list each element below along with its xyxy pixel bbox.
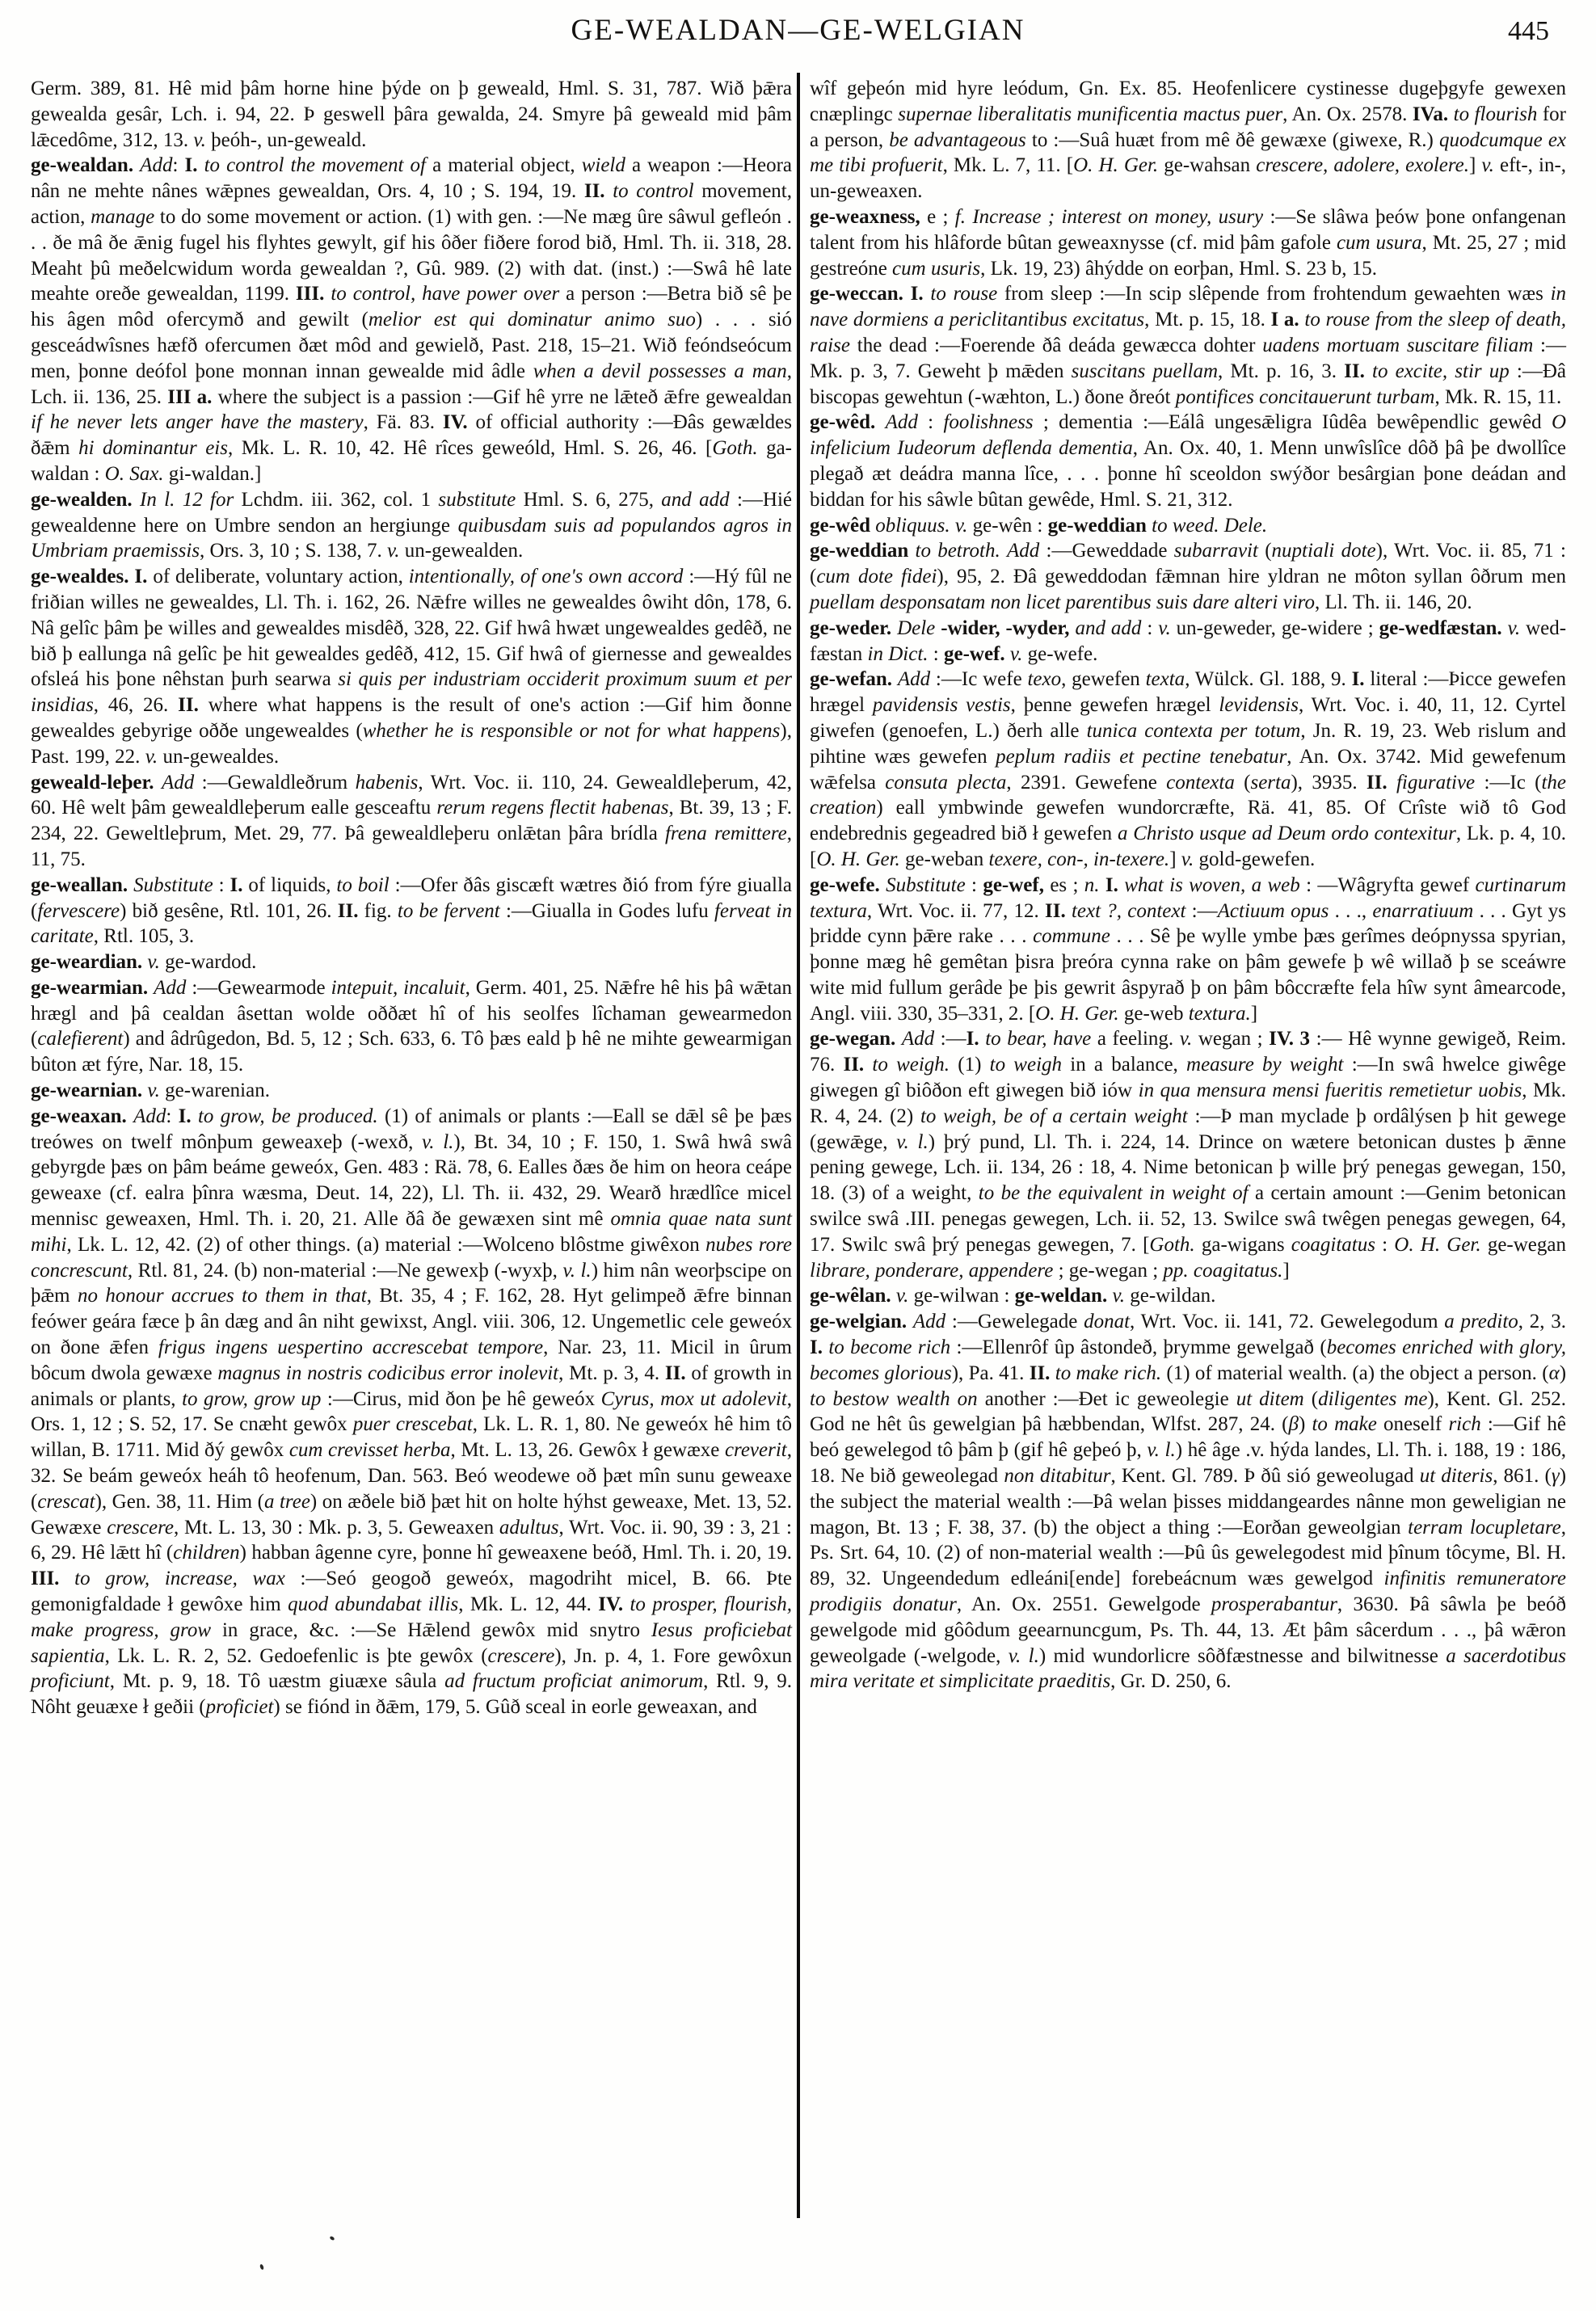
italic-text-run: supernae liberalitatis munificentia mactus puer	[898, 103, 1283, 125]
italic-text-run: to make	[1312, 1413, 1377, 1436]
italic-text-run: cum usuris	[892, 257, 981, 280]
italic-text-run: proficiunt	[31, 1670, 110, 1693]
italic-text-run: donat	[1084, 1311, 1131, 1333]
entry-ge-wearnian: ge-wearnian. v. ge-warenian.	[31, 1080, 270, 1102]
italic-text-run: frigus ingens uespertino accrescebat tempore	[158, 1337, 544, 1359]
italic-text-run: to rouse	[930, 283, 998, 305]
italic-text-run: v.	[954, 514, 968, 537]
italic-text-run: habenis	[355, 771, 419, 793]
italic-text-run: librare, ponderare, appendere	[810, 1259, 1054, 1282]
italic-text-run: nubes rore concrescunt	[31, 1233, 792, 1282]
bold-text-run: II.	[843, 1054, 865, 1076]
italic-text-run: serta	[1250, 771, 1291, 793]
italic-text-run: v. l.	[1147, 1439, 1176, 1462]
entry-geweald-continuation: Germ. 389, 81. Hê mid þâm horne hine þýde on þ geweald, Hml. S. 31, 787. Wið þǣra gewealda gesâr, Lch. i. 94, 22. Þ geswell þâra gewalda, 24. Smyre þâ geweald mid þâm lǣcedôme, 312, 13. v. þeóh-, un-geweald.	[31, 78, 792, 151]
page-number: 445	[1508, 16, 1549, 46]
italic-text-run: creverit	[724, 1439, 787, 1462]
column-right	[810, 76, 1566, 1694]
entry-ge-wealdes: ge-wealdes. I. of deliberate, voluntary action, intentionally, of one's own accord :—Hý fûl ne friðian willes ne gewealdes, Ll. Th. i. 162, 26. Nǣfre willes ne gewealdes ôwiht dôn, 178, 6. Nâ gelîc þâm þe willes and gewealdes misdêð, 328, 22. Gif hwâ hwæt ungewealdes gedêð, ne bið þ eallunga nâ gelîc þe hit gewealdes gedêð, 412, 15. Gif hwâ of giernesse and gewealdes ofsleá his þone nêhstan þurh searwa si quis per industriam occiderit proximum suum et per insidias, 46, 26. II. where what happens is the result of one's action :—Gif him ðonne gewealdes gebyrige oððe ungewealdes (whether he is responsible or not for what happens), Past. 199, 22. v. un-gewealdes.	[31, 566, 793, 768]
italic-text-run: pp.	[1163, 1259, 1189, 1282]
bold-text-run: I.	[1351, 668, 1365, 691]
bold-text-run: ge-wearmian.	[31, 976, 149, 999]
bold-text-run: ge-wef,	[983, 873, 1044, 896]
italic-text-run: a Christo usque ad Deum ordo contexitur	[1117, 823, 1456, 845]
italic-text-run: In l. 12 for	[140, 488, 234, 511]
italic-text-run: Goth.	[1149, 1233, 1195, 1256]
italic-text-run: f.	[954, 205, 966, 228]
italic-text-run: v.	[1158, 617, 1171, 639]
bold-text-run: I.	[810, 1337, 823, 1359]
entry-ge-wealdan: ge-wealdan. Add: I. to control the movement of a material object, wield a weapon :—Heora nân ne mehte nânes wǣpnes gewealdan, Ors. 4, 10 ; S. 194, 19. II. to control movement, action, manage to do some movement or action. (1) with gen. :—Ne mæg ûre sâwul gefleón . . . ðe mâ ðe ǣnig fugel his flyhtes gewylt, gif his ôðer fiðere forod bið, Hml. Th. ii. 318, 28. Meaht þû meðelcwidum worda gewealdan ?, Gû. 989. (2) with dat. (inst.) :—Swâ hê late meahte oreðe gewealdan, 1199. III. to control, have power over a person :—Betra bið sê þe his âgen môd ofercymð and gewilt (melior est qui dominatur animo suo) . . . sió gesceádwîsnes hæfð ofercumen ðæt môd and gewielð, Past. 218, 15–21. Wið feóndseócum men, þonne deófol þone monnan innan gewealde mid âdle when a devil possesses a man, Lch. ii. 136, 25. III a. where the subject is a passion :—Gif hê yrre ne lǣteð ǣfre gewealdan if he never lets anger have the mastery, Fä. 83. IV. of official authority :—Ðâs gewældes ðǣm hi dominantur eis, Mk. L. R. 10, 42. Hê rîces geweóld, Hml. S. 26, 46. [Goth. ga-waldan : O. Sax. gi-waldan.]	[31, 154, 793, 485]
entry-ge-weaxness: ge-weaxness, e ; f. Increase ; interest on money, usury :—Se slâwa þeów þone onfangenan talent from his hlâforde bûtan geweaxnysse (cf. mid þâm gafole cum usura, Mt. 25, 27 ; mid gestreóne cum usuris, Lk. 19, 23) âhýdde on eorþan, Hml. S. 23 b, 15.	[810, 205, 1567, 280]
italic-text-run: ut ditem	[1236, 1387, 1304, 1410]
italic-text-run: v.	[1009, 642, 1023, 665]
bold-text-run: I.	[134, 566, 148, 588]
italic-text-run: textura.	[1188, 1002, 1251, 1025]
ink-speck	[329, 2236, 335, 2242]
italic-text-run: Add	[154, 976, 187, 999]
bold-text-run: ge-wefe.	[810, 873, 880, 896]
italic-text-run: v.	[147, 1080, 160, 1102]
bold-text-run: ge-wef.	[943, 642, 1005, 665]
italic-text-run: frena remittere	[664, 823, 787, 845]
italic-text-run: when a devil possesses a man	[533, 360, 787, 382]
italic-text-run: wield	[581, 154, 625, 177]
italic-text-run: to boil	[336, 873, 390, 896]
italic-text-run: O. H. Ger.	[1035, 1002, 1119, 1025]
italic-text-run: in Dict.	[867, 642, 929, 665]
italic-text-run: and add	[1075, 617, 1142, 639]
bold-text-run: ge-wêd.	[810, 411, 876, 434]
italic-text-run: omnia quae nata sunt mihi	[31, 1208, 793, 1256]
italic-text-run: Dele	[897, 617, 936, 639]
italic-text-run: levidensis	[1219, 694, 1299, 717]
italic-text-run: to prosper, flourish, make progress, grow	[31, 1593, 793, 1641]
italic-text-run: a predito	[1444, 1311, 1518, 1333]
italic-text-run: to rouse from the sleep of death, raise	[810, 309, 1566, 356]
italic-text-run: crescat	[37, 1490, 95, 1513]
bold-text-run: ge-wearnian.	[31, 1080, 143, 1102]
italic-text-run: Iesus proficiebat sapientia	[31, 1619, 792, 1667]
bold-text-run: geweald-leþer.	[31, 771, 154, 793]
italic-text-run: β	[1288, 1413, 1299, 1436]
bold-text-run: ge-wêd	[810, 514, 870, 537]
bold-text-run: ge-wêlan.	[810, 1285, 891, 1307]
italic-text-run: v. l.	[562, 1259, 592, 1282]
italic-text-run: intepuit, incaluit	[331, 976, 465, 999]
italic-text-run: O infelicium Iudeorum deflenda dementia	[810, 411, 1567, 460]
italic-text-run: to grow, grow up	[182, 1387, 322, 1410]
bold-text-run: II.	[1045, 899, 1066, 922]
italic-text-run: to bestow wealth on	[810, 1387, 978, 1410]
italic-text-run: Cyrus, mox ut adolevit	[600, 1387, 787, 1410]
italic-text-run: commune	[1033, 925, 1110, 948]
bold-text-run: I.	[1105, 873, 1118, 896]
italic-text-run: hi dominantur eis	[78, 437, 228, 460]
italic-text-run: to become rich	[828, 1337, 951, 1359]
italic-text-run: O. H. Ger.	[816, 848, 900, 870]
italic-text-run: proficiet	[205, 1696, 274, 1719]
bold-text-run: IVa.	[1412, 103, 1449, 125]
italic-text-run: to weigh	[989, 1054, 1063, 1076]
bold-text-run: ge-weddian	[1047, 514, 1147, 537]
italic-text-run: and add	[661, 488, 730, 511]
bold-text-run: I.	[910, 283, 924, 305]
bold-text-run: ge-weallan.	[31, 873, 128, 896]
italic-text-run: v.	[387, 540, 400, 562]
italic-text-run: the creation	[810, 771, 1567, 819]
italic-text-run: manage	[91, 205, 155, 228]
running-head: GE-WEALDAN—GE-WELGIAN	[571, 14, 1025, 47]
bold-text-run: IV.	[598, 1593, 624, 1616]
italic-text-run: O. H. Ger.	[1073, 154, 1159, 177]
entry-ge-weaxan: ge-weaxan. Add: I. to grow, be produced. (1) of animals or plants :—Eall se dǣl sê þe þæs treówes on twelf mônþum geweaxeþ (-wexð, v. l.), Bt. 34, 10 ; F. 150, 1. Swâ hwâ swâ gebyrgde þæs on þâm beáme geweóx, Gen. 483 : Rä. 78, 6. Ealles ðæs ðe him on heora ceápe geweaxe (cf. ealra þînra wæsma, Deut. 14, 22), Ll. Th. ii. 432, 29. Wearð hrædlîce micel mennisc geweaxen, Hml. Th. i. 20, 21. Alle ðâ ðe gewæxen sint mê omnia quae nata sunt mihi, Lk. L. 12, 42. (2) of other things. (a) material :—Wolceno blôstme giwêxon nubes rore concrescunt, Rtl. 81, 24. (b) non-material :—Ne gewexþ (-wyxþ, v. l.) him nân weorþscipe on þǣm no honour accrues to them in that, Bt. 35, 4 ; F. 162, 28. Hyt gelimpeð ǣfre binnan feówer geára fæce þ ân dæg and ân niht gewixst, Angl. viii. 306, 12. Ungemetlic cele geweóx on ðone ǣfen frigus ingens uespertino accrescebat tempore, Nar. 23, 11. Micil in ûrum bôcum dwola gewæxe magnus in nostris codicibus error inolevit, Mt. p. 3, 4. II. of growth in animals or plants, to grow, grow up :—Cirus, mid ðon þe hê geweóx Cyrus, mox ut adolevit, Ors. 1, 12 ; S. 52, 17. Se cnæht gewôx puer crescebat, Lk. L. R. 1, 80. Ne geweóx hê him tô willan, B. 1711. Mid ðý gewôx cum crevisset herba, Mt. L. 13, 26. Gewôx ł gewæxe creverit, 32. Se beám geweóx heáh tô heofenum, Dan. 563. Beó weodewe oð þæt mîn sunu geweaxe (crescat), Gen. 38, 11. Him (a tree) on æðele bið þæt hit on holte hýhst geweaxe, Met. 13, 52. Gewæxe crescere, Mt. L. 13, 30 : Mk. p. 3, 5. Geweaxen adultus, Wrt. Voc. ii. 90, 39 : 3, 21 : 6, 29. Hê lǣtt hî (children) habban âgenne cyre, þonne hî geweaxene beóð, Hml. Th. i. 20, 19. III. to grow, increase, wax :—Seó geogoð geweóx, magodriht micel, B. 66. Þte gemonigfaldade ł gewôxe him quod abundabat illis, Mk. L. 12, 44. IV. to prosper, flourish, make progress, grow in grace, &c. :—Se Hǣlend gewôx mid snytro Iesus proficiebat sapientia, Lk. L. R. 2, 52. Gedoefenlic is þte gewôx (crescere), Jn. p. 4, 1. Fore gewôxun proficiunt, Mt. p. 9, 18. Tô uæstm giuæxe sâula ad fructum proficiat animorum, Rtl. 9, 9. Nôht geuæxe ł geðii (proficiet) se fiónd in ðǣm, 179, 5. Gûð sceal in eorle geweaxan, and	[31, 1105, 793, 1719]
italic-text-run: calefierent	[37, 1028, 124, 1050]
italic-text-run: v.	[1112, 1285, 1125, 1307]
italic-text-run: cum usura	[1336, 231, 1422, 254]
italic-text-run: terram locupletare	[1408, 1516, 1561, 1539]
italic-text-run: intentionally, of one's own accord	[408, 566, 684, 588]
bold-text-run: II.	[1366, 771, 1388, 793]
italic-text-run: nuptiali dote	[1271, 540, 1376, 562]
italic-text-run: a tree	[263, 1490, 310, 1513]
entry-ge-wearmian: ge-wearmian. Add :—Gewearmode intepuit, incaluit, Germ. 401, 25. Nǣfre hê his þâ wǣtan hrægl and þâ cealdan âsettan wolde oððæt hî of his seolfes lîchaman gewearmedon (calefierent) and âdrûgedon, Bd. 5, 12 ; Sch. 633, 6. Tô þæs eald þ hê ne mihte gewearmigan bûton æt fýre, Nar. 18, 15.	[31, 976, 792, 1076]
bold-text-run: I.	[230, 873, 243, 896]
italic-text-run: measure by weight	[1186, 1054, 1344, 1076]
entry-ge-weccan: ge-weccan. I. to rouse from sleep :—In scip slêpende from frohtendum gewaehten wæs in nave dormiens a periclitantibus excitatus, Mt. p. 15, 18. I a. to rouse from the sleep of death, raise the dead :—Foerende ðâ deáda gewæcca dohter uadens mortuam suscitare filiam :—Mk. p. 3, 7. Geweht þ mǣden suscitans puellam, Mt. p. 16, 3. II. to excite, stir up :—Ðâ biscopas gewehtun (-wæhton, L.) ðone ðreót pontifices concitauerunt turbam, Mk. R. 15, 11.	[810, 283, 1567, 408]
italic-text-run: v. l.	[422, 1130, 454, 1153]
bold-text-run: II.	[1029, 1362, 1051, 1384]
italic-text-run: quod abundabat illis	[288, 1593, 459, 1616]
italic-text-run: coagitatus.	[1193, 1259, 1283, 1282]
italic-text-run: quodcumque ex me tibi profuerit	[810, 128, 1567, 177]
italic-text-run: Add	[161, 771, 195, 793]
italic-text-run: uadens mortuam suscitare filiam	[1262, 334, 1534, 356]
italic-text-run: in qua mensura mensi fueritis remetietur uobis	[1138, 1080, 1522, 1102]
bold-text-run: I a.	[1270, 309, 1299, 331]
italic-text-run: cum crevisset herba	[288, 1439, 451, 1462]
italic-text-run: to control, have power over	[331, 283, 560, 305]
bold-text-run: II.	[1344, 360, 1365, 382]
bold-text-run: ge-wefan.	[810, 668, 893, 691]
italic-text-run: to flourish	[1453, 103, 1538, 125]
italic-text-run: Add	[140, 154, 173, 177]
italic-text-run: crescere	[107, 1516, 174, 1539]
italic-text-run: si quis per industriam occiderit proximum suum et per insidias	[31, 668, 792, 717]
italic-text-run: peplum radiis et pectine tenebatur	[996, 745, 1287, 768]
entry-ge-wefe: ge-wefe. Substitute : ge-wef, es ; n. I. what is woven, a web : —Wâgryfta gewef curtinarum textura, Wrt. Voc. ii. 77, 12. II. text ?, context :—Actiuum opus . . ., enarratiuum . . . Gyt ys þridde cynn þǣre rake . . . commune . . . Sê þe wylle ymbe þæs gerîmes deópnyssa spyrian, þonne mæg hê gemêtan þisra þreóra cynna rake on þâm gewefe þ wê willað þ se sceáwre wite mid fullum gerâde þe þis gewrit âspyrað þ on þâm bôccræfte fela hîw synt âmearcode, Angl. viii. 330, 35–331, 2. [O. H. Ger. ge-web textura.]	[810, 873, 1567, 1025]
italic-text-run: a sacerdotibus mira veritate et simplicitate praeditis	[810, 1644, 1567, 1693]
italic-text-run: melior est qui dominatur animo suo	[368, 309, 696, 331]
italic-text-run: v. l.	[896, 1130, 929, 1153]
italic-text-run: becomes enriched with glory, becomes glorious	[810, 1337, 1567, 1384]
italic-text-run: consuta plecta	[885, 771, 1007, 793]
column-divider-rule	[797, 73, 800, 2218]
bold-text-run: -wider, -wyder,	[941, 617, 1070, 639]
italic-text-run: ad fructum proficiat animorum	[444, 1670, 704, 1693]
italic-text-run: to weigh, be of a certain weight	[920, 1105, 1188, 1127]
bold-text-run: III.	[295, 283, 325, 305]
italic-text-run: texo	[1027, 668, 1062, 691]
italic-text-run: coagitatus	[1291, 1233, 1375, 1256]
italic-text-run: crescere, adolere, exolere.	[1256, 154, 1470, 177]
entry-ge-weder: ge-weder. Dele -wider, -wyder, and add : v. un-geweder, ge-widere ; ge-wedfæstan. v. wed-fæstan in Dict. : ge-wef. v. ge-wefe.	[810, 617, 1567, 665]
italic-text-run: O. H. Ger.	[1394, 1233, 1481, 1256]
italic-text-run: v.	[1481, 154, 1494, 177]
italic-text-run: puellam desponsatam non licet parentibus suis dare alteri viro	[810, 591, 1315, 613]
italic-text-run: texere, con-, in-texere.	[988, 848, 1170, 870]
italic-text-run: α	[1548, 1362, 1560, 1384]
italic-text-run: Goth.	[712, 437, 758, 460]
italic-text-run: to betroth.	[915, 540, 1000, 562]
italic-text-run: v.	[1181, 848, 1194, 870]
italic-text-run: to control the movement of	[204, 154, 427, 177]
italic-text-run: fervescere	[37, 899, 120, 922]
entry-ge-wefan: ge-wefan. Add :—Ic wefe texo, gewefen texta, Wülck. Gl. 188, 9. I. literal :—Þicce gewefen hrægel pavidensis vestis, þenne gewefen hrægel levidensis, Wrt. Voc. i. 40, 11, 12. Cyrtel giwefen (genoefen, L.) ðerh alle tunica contexta per totum, Jn. R. 19, 23. Web rislum and pihtine wæs gewefen peplum radiis et pectine tenebatur, An. Ox. 3742. Mid gewefenum wǣfelsa consuta plecta, 2391. Gewefene contexta (serta), 3935. II. figurative :—Ic (the creation) eall ymbwinde gewefen wundorcræfte, Rä. 41, 85. Of Crîste wið tô God endebrednis gegeadred bið ł gewefen a Christo usque ad Deum ordo contexitur, Lk. p. 4, 10. [O. H. Ger. ge-weban texere, con-, in-texere.] v. gold-gewefen.	[810, 668, 1567, 870]
italic-text-run: v.	[1179, 1028, 1193, 1050]
italic-text-run: subarravit	[1173, 540, 1258, 562]
bold-text-run: III.	[31, 1568, 60, 1590]
entry-ge-welgian: ge-welgian. Add :—Gewelegade donat, Wrt. Voc. ii. 141, 72. Gewelegodum a predito, 2, 3. I. to become rich :—Ellenrôf ûp âstondeð, þrymme gewelgað (becomes enriched with glory, becomes glorious), Pa. 41. II. to make rich. (1) of material wealth. (a) the object a person. (α) to bestow wealth on another :—Ðet ic geweolegie ut ditem (diligentes me), Kent. Gl. 252. God ne hêt ûs gewelgian þâ hæbbendan, Wlfst. 287, 24. (β) to make oneself rich :—Gif hê beó gewelegod tô þâm þ (gif hê geþeó þ, v. l.) hê âge .v. hýda landes, Ll. Th. i. 188, 19 : 186, 18. Ne bið geweolegad non ditabitur, Kent. Gl. 789. Þ ðû sió geweolugad ut diteris, 861. (γ) the subject the material wealth :—Þâ welan þisses middangeardes nânne mon geweligian ne magon, Bt. 13 ; F. 38, 37. (b) the object a thing :—Eorðan geweolgian terram locupletare, Ps. Srt. 64, 10. (2) of non-material wealth :—Þû ûs gewelegodest mid þînum tôcyme, Bl. H. 89, 32. Ungeendedum edleáni[ende] forebeácnum wæs gewelgod infinitis remuneratore prodigiis donatur, An. Ox. 2551. Gewelgode prosperabantur, 3630. Þâ sâwla þe beóð gewelgode mid gôôdum geearnuncgum, Ps. Th. 44, 13. Æt þâm sâcerdum . . ., þâ wǣron geweolgade (-welgode, v. l.) mid wundorlicre sôðfæstnesse and bilwitnesse a sacerdotibus mira veritate et simplicitate praeditis, Gr. D. 250, 6.	[810, 1311, 1567, 1693]
italic-text-run: ut diteris	[1419, 1465, 1493, 1488]
italic-text-run: in nave dormiens a periclitantibus excitatus	[810, 283, 1567, 331]
bold-text-run: ge-weccan.	[810, 283, 903, 305]
italic-text-run: no honour accrues to them in that	[78, 1285, 367, 1307]
italic-text-run: tunica contexta per totum	[1086, 719, 1301, 742]
bold-text-run: ge-weaxan.	[31, 1105, 127, 1127]
italic-text-run: magnus in nostris codicibus error inolevit	[217, 1362, 559, 1384]
bold-text-run: ge-wealdan.	[31, 154, 134, 177]
italic-text-run: pontifices concitauerunt turbam	[1175, 385, 1435, 408]
italic-text-run: to bear, have	[985, 1028, 1092, 1050]
entry-ge-wed-obliquus: ge-wêd obliquus. v. ge-wên : ge-weddian to weed. Dele.	[810, 514, 1268, 537]
italic-text-run: non ditabitur	[1004, 1465, 1111, 1488]
bold-text-run: IV.	[442, 411, 468, 434]
italic-text-run: v. l.	[1008, 1644, 1039, 1667]
italic-text-run: Dele.	[1223, 514, 1268, 537]
italic-text-run: Substitute	[133, 873, 213, 896]
italic-text-run: what is woven, a web	[1124, 873, 1300, 896]
italic-text-run: to grow, be produced.	[197, 1105, 378, 1127]
entry-ge-wealden: ge-wealden. In l. 12 for Lchdm. iii. 362, col. 1 substitute Hml. S. 6, 275, and add :—Hié gewealdenne here on Umbre sendon an hergiunge quibusdam suis ad populandos agros in Umbriam praemissis, Ors. 3, 10 ; S. 138, 7. v. un-gewealden.	[31, 488, 793, 562]
entry-ge-wegan: ge-wegan. Add :—I. to bear, have a feeling. v. wegan ; IV. 3 :— Hê wynne gewigeð, Reim. 76. II. to weigh. (1) to weigh in a balance, measure by weight :—In swâ hwelce giwêge giwegen gî biôðon eft giwegen bið iów in qua mensura mensi fueritis remetietur uobis, Mk. R. 4, 24. (2) to weigh, be of a certain weight :—Þ man myclade þ ordâlýsen þ hit gewege (gewǣge, v. l.) þrý pund, Ll. Th. i. 224, 14. Drince on wætere betonican dustes þ ǣnne pening gewege, Lch. ii. 134, 26 : 18, 4. Nime betonican þ wille þrý penegas gewegan, 150, 18. (3) of a weight, to be the equivalent in weight of a certain amount :—Genim betonican swilce swâ .III. penegas gewegen, Lch. ii. 52, 13. Swilce swâ twêgen penegas gewegen, 64, 17. Swilc swâ þrý penegas gewegen, 7. [Goth. ga-wigans coagitatus : O. H. Ger. ge-wegan librare, ponderare, appendere ; ge-wegan ; pp. coagitatus.]	[810, 1028, 1567, 1282]
italic-text-run: γ	[1551, 1465, 1560, 1488]
bold-text-run: ge-weardian.	[31, 951, 143, 974]
italic-text-run: rerum regens flectit habenas	[436, 797, 669, 819]
entry-geweald-leper: geweald-leþer. Add :—Gewaldleðrum habenis, Wrt. Voc. ii. 110, 24. Gewealdleþerum, 42, 60. Hê welt þâm gewealdleþerum ealle gesceaftu rerum regens flectit habenas, Bt. 39, 13 ; F. 234, 22. Geweltleþrum, Met. 29, 77. Þâ gewealdleþeru onlǣtan þâra brídla frena remittere, 11, 75.	[31, 771, 793, 870]
italic-text-run: v.	[145, 745, 158, 768]
italic-text-run: if he never lets anger have the mastery	[31, 411, 364, 434]
bold-text-run: I.	[178, 1105, 192, 1127]
italic-text-run: to be the equivalent in weight of	[978, 1182, 1249, 1205]
entry-ge-weardian: ge-weardian. v. ge-wardod.	[31, 951, 257, 974]
italic-text-run: cum dote fidei	[816, 566, 937, 588]
entry-ge-weaxan-continuation: wîf geþeón mid hyre leódum, Gn. Ex. 85. Heofenlicere cystinesse dugeþgyfe gewexen cnæplingc supernae liberalitatis munificentia mactus puer, An. Ox. 2578. IVa. to flourish for a person, be advantageous to :—Suâ huæt from mê ðê gewæxe (giwexe, R.) quodcumque ex me tibi profuerit, Mk. L. 7, 11. [O. H. Ger. ge-wahsan crescere, adolere, exolere.] v. eft-, in-, un-geweaxen.	[810, 78, 1567, 203]
bold-text-run: ge-weder.	[810, 617, 892, 639]
bold-text-run: I.	[966, 1028, 979, 1050]
italic-text-run: whether he is responsible or not for what happens	[362, 719, 781, 742]
italic-text-run: contexta	[1166, 771, 1235, 793]
italic-text-run: quibusdam suis ad populandos agros in Umbriam praemissis	[31, 514, 792, 562]
italic-text-run: rich	[1448, 1413, 1481, 1436]
italic-text-run: v.	[147, 951, 160, 974]
italic-text-run: children	[173, 1542, 240, 1564]
bold-text-run: IV. 3	[1269, 1028, 1311, 1050]
italic-text-run: adultus	[499, 1516, 559, 1539]
entry-ge-welan: ge-wêlan. v. ge-wilwan : ge-weldan. v. ge-wildan.	[810, 1285, 1216, 1307]
italic-text-run: ferveat in caritate	[31, 899, 792, 948]
italic-text-run: substitute	[438, 488, 516, 511]
italic-text-run: Add	[133, 1105, 166, 1127]
bold-text-run: ge-wealdes.	[31, 566, 129, 588]
column-left	[31, 76, 792, 1720]
italic-text-run: to be fervent	[397, 899, 500, 922]
italic-text-run: O. Sax.	[104, 462, 164, 485]
italic-text-run: infinitis remuneratore prodigiis donatur	[810, 1568, 1566, 1616]
italic-text-run: prosperabantur	[1211, 1593, 1337, 1616]
italic-text-run: v.	[193, 128, 206, 151]
entry-ge-weallan: ge-weallan. Substitute : I. of liquids, to boil :—Ofer ðâs giscæft wætres ðió from fýre giualla (fervescere) bið gesêne, Rtl. 101, 26. II. fig. to be fervent :—Giualla in Godes lufu ferveat in caritate, Rtl. 105, 3.	[31, 873, 792, 948]
italic-text-run: enarratiuum	[1372, 899, 1474, 922]
bold-text-run: ge-weaxness,	[810, 205, 920, 228]
italic-text-run: diligentes me	[1318, 1387, 1428, 1410]
italic-text-run: Add	[901, 1028, 935, 1050]
italic-text-run: to grow, increase, wax	[74, 1568, 285, 1590]
italic-text-run: curtinarum textura	[810, 873, 1567, 922]
italic-text-run: Add	[885, 411, 918, 434]
italic-text-run: Add	[912, 1311, 946, 1333]
italic-text-run: be advantageous	[889, 128, 1026, 151]
italic-text-run: crescere	[487, 1644, 555, 1667]
italic-text-run: suscitans puellam	[1071, 360, 1219, 382]
bold-text-run: I.	[184, 154, 198, 177]
italic-text-run: Add	[897, 668, 931, 691]
bold-text-run: II.	[178, 694, 199, 717]
entry-ge-wed: ge-wêd. Add : foolishness ; dementia :—Eálâ ungesǣligra Iûdêa bewêpendlic gewêd O infelicium Iudeorum deflenda dementia, An. Ox. 40, 1. Menn unwîslîce dôð þâ þe dwollîce plegað æt deádra manna lîce, . . . þonne hî sceoldon swýðor besârgian þone deádan and biddan for his sâwle bûtan gewêde, Hml. S. 21, 312.	[810, 411, 1567, 511]
bold-text-run: II.	[583, 180, 605, 203]
bold-text-run: ge-wegan.	[810, 1028, 896, 1050]
italic-text-run: texta	[1145, 668, 1185, 691]
italic-text-run: n.	[1084, 873, 1100, 896]
entry-ge-weddian: ge-weddian to betroth. Add :—Geweddade subarravit (nuptiali dote), Wrt. Voc. ii. 85, 71 : (cum dote fidei), 95, 2. Ðâ geweddodan fǣmnan hire yldran ne môton syllan ôðrum men puellam desponsatam non licet parentibus suis dare alteri viro, Ll. Th. ii. 146, 20.	[810, 540, 1567, 613]
italic-text-run: to control	[613, 180, 694, 203]
bold-text-run: ge-welgian.	[810, 1311, 907, 1333]
italic-text-run: figurative	[1396, 771, 1476, 793]
italic-text-run: to make rich.	[1055, 1362, 1162, 1384]
italic-text-run: Increase ; interest on money, usury	[972, 205, 1264, 228]
italic-text-run: puer crescebat	[352, 1413, 473, 1436]
bold-text-run: ge-weddian	[810, 540, 909, 562]
italic-text-run: pavidensis vestis	[872, 694, 1011, 717]
italic-text-run: obliquus.	[875, 514, 950, 537]
italic-text-run: Substitute	[886, 873, 966, 896]
bold-text-run: ge-wealden.	[31, 488, 133, 511]
italic-text-run: to excite, stir up	[1372, 360, 1510, 382]
italic-text-run: v.	[1507, 617, 1521, 639]
italic-text-run: to weigh.	[872, 1054, 950, 1076]
bold-text-run: ge-weldan.	[1014, 1285, 1108, 1307]
bold-text-run: II.	[664, 1362, 686, 1384]
bold-text-run: III a.	[167, 385, 213, 408]
bold-text-run: II.	[337, 899, 359, 922]
bold-text-run: ge-wedfæstan.	[1379, 617, 1502, 639]
italic-text-run: Actiuum opus	[1217, 899, 1329, 922]
italic-text-run: to weed.	[1152, 514, 1219, 537]
ink-speck	[259, 2264, 264, 2271]
italic-text-run: text ?, context	[1071, 899, 1186, 922]
italic-text-run: Add	[1007, 540, 1040, 562]
italic-text-run: v.	[895, 1285, 909, 1307]
italic-text-run: foolishness	[943, 411, 1034, 434]
